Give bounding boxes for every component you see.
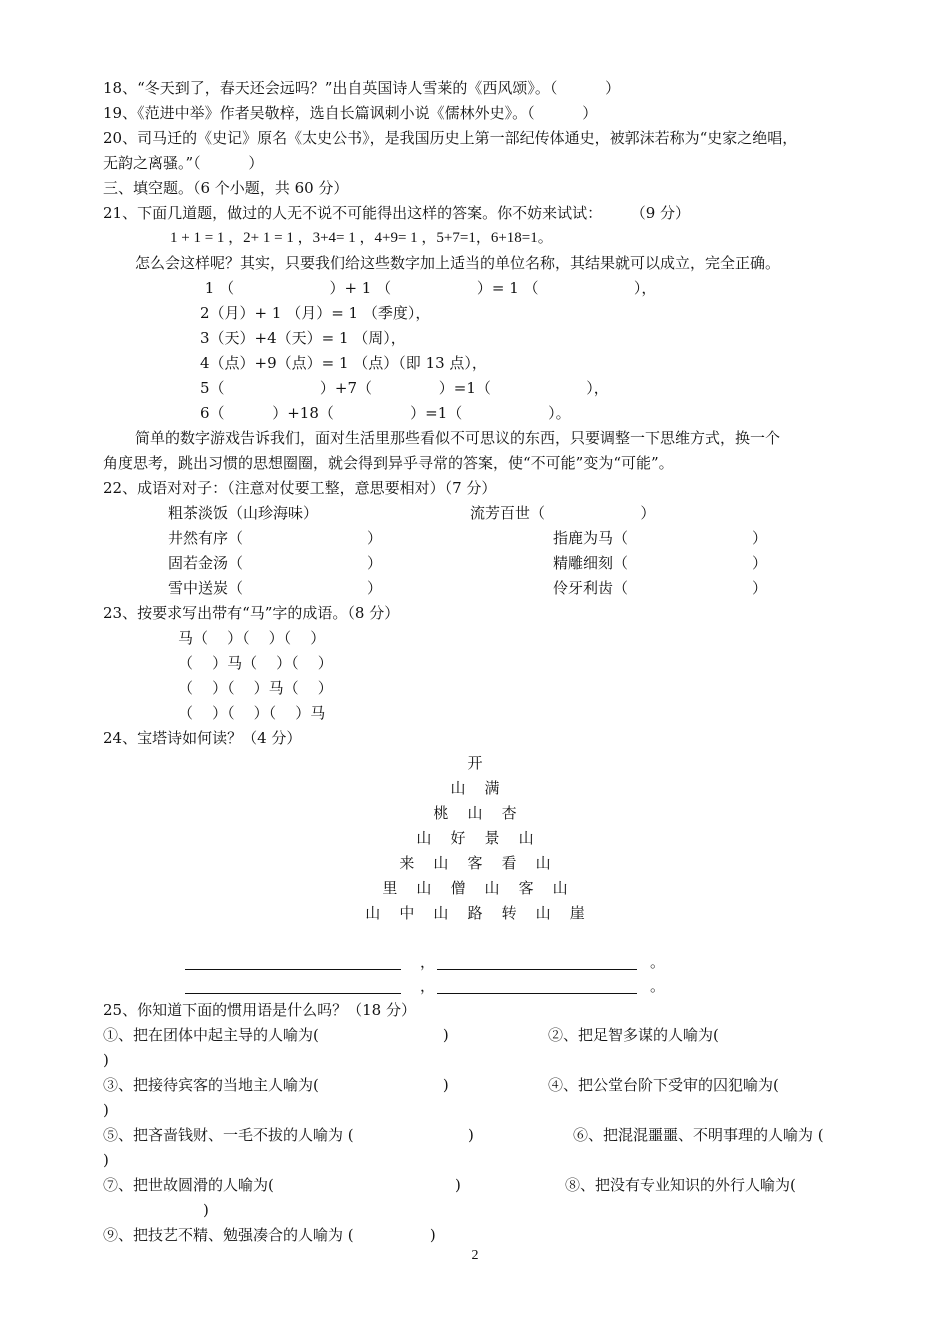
q25-item-6-close: ) [103, 1151, 109, 1169]
pagoda-row-4: 山 好 景 山 [416, 829, 534, 847]
pagoda-row-2: 山 满 [450, 779, 500, 797]
q22-pair-4-left: 雪中送炭（ ） [168, 579, 382, 597]
pagoda-row-1: 开 [467, 754, 483, 772]
q25-item-2: ②、把足智多谋的人喻为( [548, 1026, 719, 1044]
q23-row-4: （ ）（ ）（ ）马 [178, 704, 326, 722]
q22-pair-4-right: 伶牙利齿（ ） [553, 579, 767, 597]
q25-item-1: ①、把在团体中起主导的人喻为( ) [103, 1026, 449, 1044]
question-20-line2: 无韵之离骚。”（ ） [103, 154, 264, 172]
pagoda-row-6: 里 山 僧 山 客 山 [382, 879, 568, 897]
q25-item-2-close: ) [103, 1051, 109, 1069]
answer-comma-2: ， [420, 977, 436, 995]
q25-item-6: ⑥、把混混噩噩、不明事理的人喻为 ( [573, 1126, 824, 1144]
q23-row-3: （ ）（ ）马（ ） [178, 679, 333, 697]
q21-conclusion-1: 简单的数字游戏告诉我们，面对生活里那些看似不可思议的东西，只要调整一下思维方式，换一个 [135, 429, 781, 447]
pagoda-row-5: 来 山 客 看 山 [399, 854, 551, 872]
q22-pair-1-left: 粗茶淡饭（山珍海味） [168, 504, 319, 522]
q25-item-3: ③、把接待宾客的当地主人喻为( ) [103, 1076, 449, 1094]
q21-row-4: 4（点）+9（点）= 1 （点）（即 13 点）， [200, 354, 487, 372]
q23-row-1: 马（ ）（ ）（ ） [178, 629, 326, 647]
question-20-line1: 20、司马迁的《史记》原名《太史公书》，是我国历史上第一部纪传体通史，被郭沫若称为“史家之绝唱， [103, 129, 798, 147]
question-25: 25、你知道下面的惯用语是什么吗？（18 分） [103, 1001, 416, 1019]
pagoda-row-7: 山 中 山 路 转 山 崖 [365, 904, 585, 922]
q25-item-5: ⑤、把吝啬钱财、一毛不拔的人喻为 ( ) [103, 1126, 474, 1144]
q22-pair-3-right: 精雕细刻（ ） [553, 554, 767, 572]
answer-comma-1: ， [420, 953, 436, 971]
answer-line-2a[interactable] [185, 993, 401, 994]
question-21: 21、下面几道题，做过的人无不说不可能得出这样的答案。你不妨来试试： （9 分） [103, 204, 691, 222]
q25-item-7: ⑦、把世故圆滑的人喻为( ) [103, 1176, 461, 1194]
q21-equations: 1 + 1 = 1 ，2+ 1 = 1 ，3+4= 1 ，4+9= 1 ，5+7=1，6+18=1。 [170, 230, 553, 246]
q25-item-8-close: ) [203, 1201, 209, 1219]
q21-row-1: 1 （ ）+ 1 （ ）= 1 （ ）， [200, 279, 657, 297]
section-3-heading: 三、填空题。（6 个小题，共 60 分） [103, 179, 349, 197]
q21-row-2: 2（月）+ 1 （月）= 1 （季度）， [200, 304, 431, 322]
q25-item-4-close: ) [103, 1101, 109, 1119]
q25-item-8: ⑧、把没有专业知识的外行人喻为( [565, 1176, 796, 1194]
q21-conclusion-2: 角度思考，跳出习惯的思想圈圈，就会得到异乎寻常的答案，使“不可能”变为“可能”。 [103, 454, 674, 472]
page-number: 2 [471, 1248, 479, 1263]
answer-period-2: 。 [650, 977, 666, 995]
question-24: 24、宝塔诗如何读？（4 分） [103, 729, 302, 747]
answer-period-1: 。 [650, 953, 666, 971]
question-22: 22、成语对对子：（注意对仗要工整，意思要相对）（7 分） [103, 479, 497, 497]
q21-row-5: 5（ ）+7（ ）=1（ ）， [200, 379, 609, 397]
q21-row-3: 3（天）+4（天）= 1 （周）， [200, 329, 406, 347]
q25-item-4: ④、把公堂台阶下受审的囚犯喻为( [548, 1076, 779, 1094]
q21-explanation: 怎么会这样呢？其实，只要我们给这些数字加上适当的单位名称，其结果就可以成立，完全正确。 [135, 254, 781, 272]
q22-pair-2-right: 指鹿为马（ ） [553, 529, 767, 547]
pagoda-row-3: 桃 山 杏 [433, 804, 517, 822]
q23-row-2: （ ）马（ ）（ ） [178, 654, 333, 672]
q22-pair-3-left: 固若金汤（ ） [168, 554, 382, 572]
question-23: 23、按要求写出带有“马”字的成语。（8 分） [103, 604, 400, 622]
question-18: 18、“冬天到了，春天还会远吗？”出自英国诗人雪莱的《西风颂》。（ ） [103, 79, 621, 97]
q22-pair-2-left: 井然有序（ ） [168, 529, 382, 547]
q21-row-6: 6（ ）+18（ ）=1（ ）。 [200, 404, 571, 422]
q25-item-9: ⑨、把技艺不精、勉强凑合的人喻为 ( ) [103, 1226, 436, 1244]
answer-line-1b[interactable] [437, 969, 637, 970]
answer-line-1a[interactable] [185, 969, 401, 970]
q22-pair-1-right: 流芳百世（ ） [470, 504, 656, 522]
answer-line-2b[interactable] [437, 993, 637, 994]
question-19: 19、《范进中举》作者吴敬梓，选自长篇讽刺小说《儒林外史》。（ ） [103, 104, 598, 122]
